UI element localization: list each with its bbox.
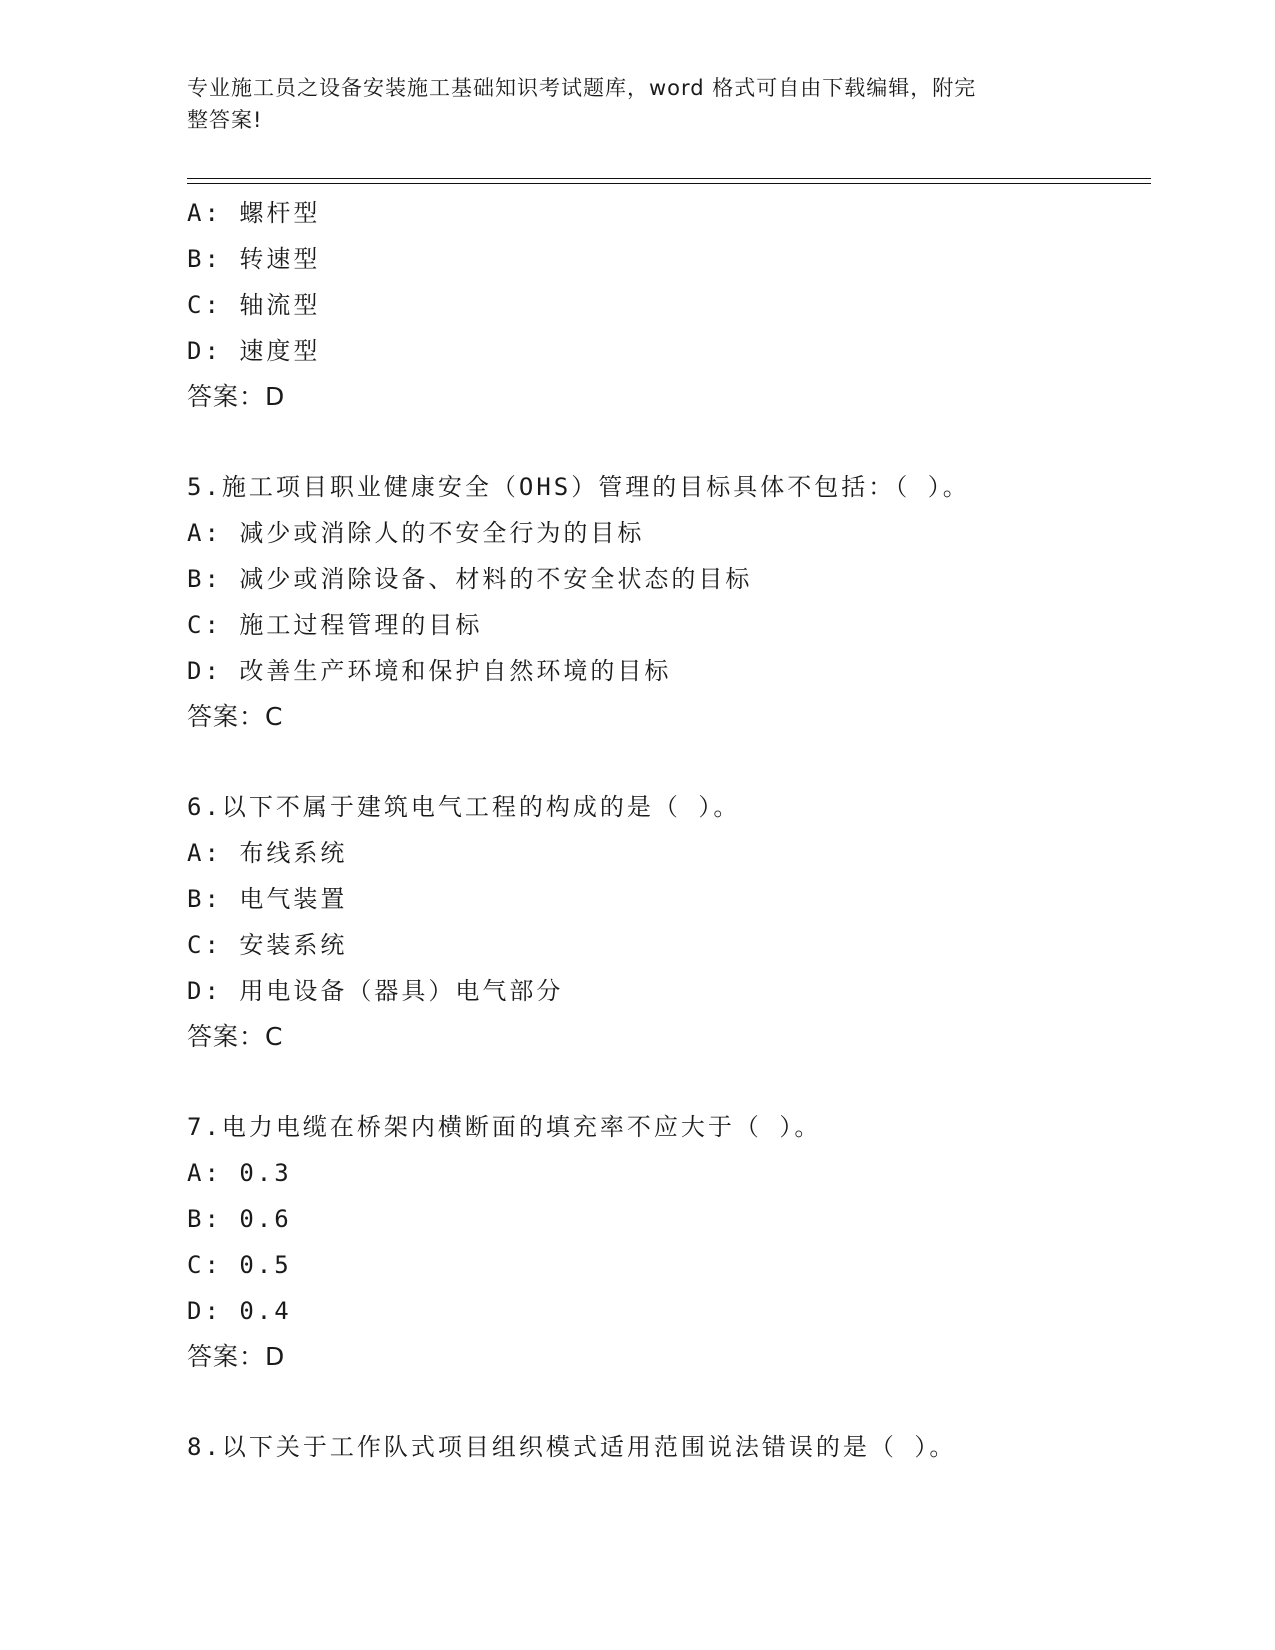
option-b: B: 0.6 bbox=[187, 1205, 292, 1233]
option-a: A: 布线系统 bbox=[187, 839, 348, 867]
spacer bbox=[187, 420, 1147, 464]
answer-line: 答案：C bbox=[187, 702, 284, 731]
answer-line: 答案：D bbox=[187, 382, 286, 411]
question-stem: 8.以下关于工作队式项目组织模式适用范围说法错误的是（ ）。 bbox=[187, 1433, 957, 1461]
spacer bbox=[187, 1380, 1147, 1424]
option-a: A: 0.3 bbox=[187, 1159, 292, 1187]
option-c: C: 施工过程管理的目标 bbox=[187, 611, 483, 639]
option-d: D: 改善生产环境和保护自然环境的目标 bbox=[187, 657, 672, 685]
option-c: C: 安装系统 bbox=[187, 931, 348, 959]
spacer bbox=[187, 740, 1147, 784]
question-block-8 bbox=[187, 1424, 1147, 1470]
option-c: C: 轴流型 bbox=[187, 291, 321, 319]
document-header bbox=[187, 72, 1067, 136]
question-block-5 bbox=[187, 464, 1147, 740]
header-rule-bottom bbox=[187, 183, 1151, 184]
option-d: D: 速度型 bbox=[187, 337, 321, 365]
option-a: A: 减少或消除人的不安全行为的目标 bbox=[187, 519, 645, 547]
question-stem: 6.以下不属于建筑电气工程的构成的是（ ）。 bbox=[187, 793, 741, 821]
header-line-2: 整答案! bbox=[187, 108, 263, 132]
header-rule-top bbox=[187, 178, 1151, 179]
answer-line: 答案：C bbox=[187, 1022, 284, 1051]
answer-line: 答案：D bbox=[187, 1342, 286, 1371]
question-stem: 5.施工项目职业健康安全（OHS）管理的目标具体不包括：（ ）。 bbox=[187, 473, 970, 501]
header-line-1: 专业施工员之设备安装施工基础知识考试题库，word 格式可自由下载编辑，附完 bbox=[187, 76, 977, 100]
question-block-6 bbox=[187, 784, 1147, 1060]
question-block-7 bbox=[187, 1104, 1147, 1380]
option-c: C: 0.5 bbox=[187, 1251, 292, 1279]
option-b: B: 减少或消除设备、材料的不安全状态的目标 bbox=[187, 565, 753, 593]
option-a: A: 螺杆型 bbox=[187, 199, 321, 227]
option-b: B: 电气装置 bbox=[187, 885, 348, 913]
question-stem: 7.电力电缆在桥架内横断面的填充率不应大于（ ）。 bbox=[187, 1113, 822, 1141]
option-d: D: 0.4 bbox=[187, 1297, 292, 1325]
option-d: D: 用电设备（器具）电气部分 bbox=[187, 977, 564, 1005]
question-block-4 bbox=[187, 190, 1147, 420]
option-b: B: 转速型 bbox=[187, 245, 321, 273]
question-content bbox=[187, 190, 1147, 1470]
spacer bbox=[187, 1060, 1147, 1104]
